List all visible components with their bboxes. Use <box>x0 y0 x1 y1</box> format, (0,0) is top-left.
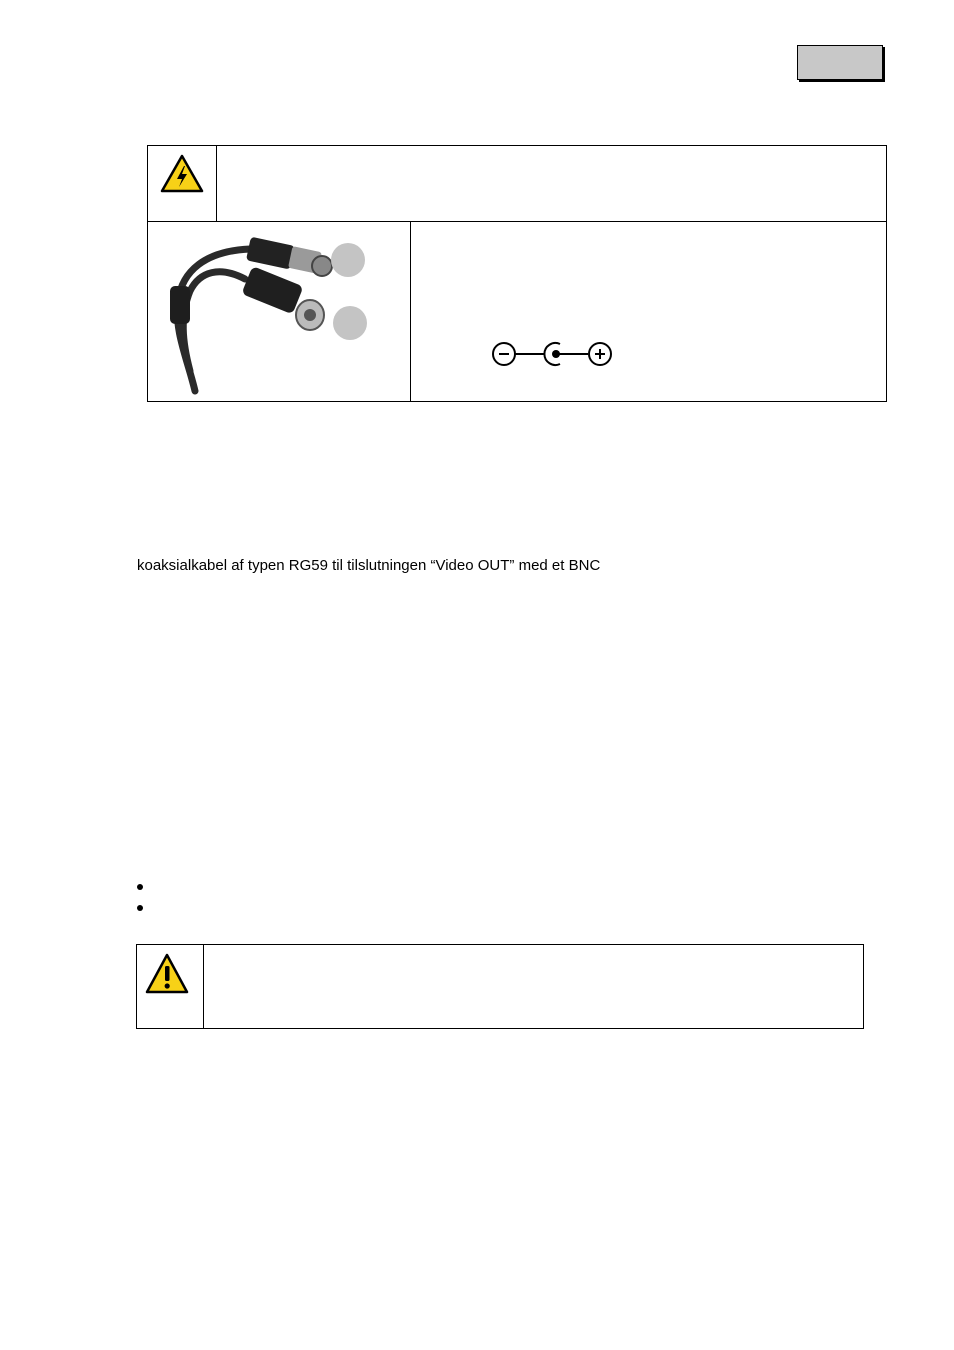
table-row-divider <box>148 221 886 222</box>
polarity-symbol <box>490 339 614 369</box>
language-tab <box>797 45 883 80</box>
body-paragraph: koaksialkabel af typen RG59 til tilslutningen “Video OUT” med et BNC <box>137 557 601 574</box>
table-column-divider <box>203 945 204 1028</box>
caution-table <box>136 944 864 1029</box>
table-column-divider <box>410 221 411 402</box>
high-voltage-warning-icon <box>160 154 204 194</box>
connector-number-badge <box>333 306 367 340</box>
caution-warning-icon <box>145 953 189 995</box>
connection-table <box>147 145 887 402</box>
list-bullet <box>137 905 143 911</box>
cable-adapter-image <box>160 231 340 396</box>
list-bullet <box>137 884 143 890</box>
table-column-divider <box>216 146 217 221</box>
connector-number-badge <box>331 243 365 277</box>
